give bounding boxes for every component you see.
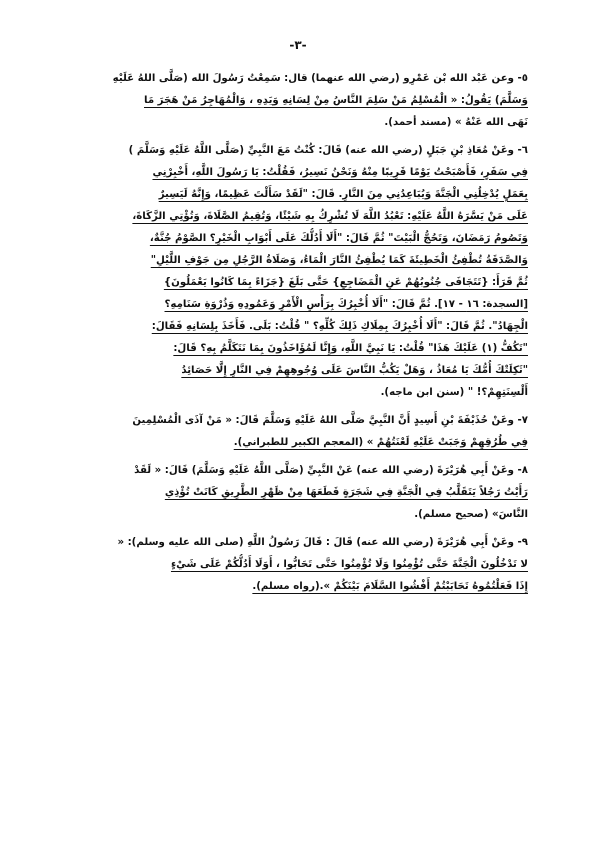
text-line: فِي سَفَرٍ، فَأَصْبَحْتُ يَوْمًا قَرِيبًا مِنْهُ وَنَحْنُ نَسِيرُ، فَقُلْتُ: يَا رَسُولَ اللَّهِ، أَخْبِرْنِي xyxy=(152,167,528,178)
text-line: [السجدة: ١٦ - ١٧]. ثُمَّ قَالَ: "أَلَا أُخْبِرُكَ بِرَأْسِ الْأَمْرِ وَعَمُودِهِ وَذُرْوَةِ سَنَامِهِ؟ xyxy=(164,299,528,310)
text-line: ٥- وعن عَبْد الله بْن عَمْرِو (رضي الله عنهما) قال: سَمِعْتُ رَسُولَ الله (صَلَّى اللهُ عَلَيْهِ xyxy=(112,73,528,84)
hadith-7 xyxy=(72,410,528,454)
text-line: الْجِهَادُ". ثُمَّ قَالَ: "أَلَا أُخْبِرُكَ بِمِلَاكِ ذَلِكَ كُلِّهِ؟ " قُلْتُ: بَلَى. فَأَخَذَ بِلِسَانِهِ فَقَالَ: xyxy=(151,321,528,332)
text-line: وَالصَّدَقَةُ تُطْفِئُ الْخَطِيئَةَ كَمَا يُطْفِئُ النَّارَ الْمَاءُ، وَصَلَاةُ الرَّجُلِ مِن جَوْفِ اللَّيْلِ" xyxy=(150,255,528,266)
text-line: أَلْسِنَتِهِمْ؟! " (سنن ابن ماجه). xyxy=(380,387,528,398)
page-number: -٣- xyxy=(289,38,307,52)
hadith-9 xyxy=(72,532,528,598)
hadith-5 xyxy=(72,68,528,134)
text-line: ٧- وعَنْ حُذَيْفَةَ بْنِ أَسِيدٍ أَنَّ النَّبِيَّ صَلَّى اللهُ عَلَيْهِ وَسَلَّمَ قَالَ: « مَنْ آذَى الْمُسْلِمِينَ xyxy=(132,415,528,426)
text-line: نَهَى الله عَنْهُ » (مسند أحمد). xyxy=(384,117,528,128)
text-line: النَّاسَ» (صحيح مسلم). xyxy=(414,509,528,520)
text-line: "ثَكِلَتْكَ أُمُّكَ يَا مُعَاذُ ، وَهَلْ يَكُبُّ النَّاسَ عَلَى وُجُوهِهِمْ فِي النَّارِ إِلَّا حَصَائِدُ xyxy=(181,365,528,376)
hadith-6 xyxy=(72,140,528,404)
text-line: لا تَدْخُلُونَ الْجَنَّةَ حَتَّى تُؤْمِنُوا وَلَا تُؤْمِنُوا حَتَّى تَحَابُّوا ، أَوَلَا أَدُلُّكُمْ عَلَى شَيْءٍ xyxy=(170,559,528,570)
text-line: ٦- وعَنْ مُعَاذِ بْنِ جَبَلٍ (رضي الله عنه) قَالَ: كُنْتُ مَعَ النَّبِيِّ (صَلَّى اللَّهُ عَلَيْهِ وَسَلَّمَ ) xyxy=(128,145,528,156)
text-line: "تَكُفُّ (١) عَلَيْكَ هَذَا" قُلْتُ: يَا نَبِيَّ اللَّهِ، وَإِنَّا لَمُؤَاخَذُونَ بِمَا نَتَكَلَّمُ بِهِ؟ قَالَ: xyxy=(173,343,528,354)
text-line: عَلَى مَنْ يَسَّرَهُ اللَّهُ عَلَيْهِ: تَعْبُدُ اللَّهَ لَا تُشْرِكُ بِهِ شَيْئًا، وَتُقِيمُ الصَّلَاةَ، وَتُؤْتِي الزَّكَاةَ، xyxy=(132,211,528,222)
text-line: بِعَمَلٍ يُدْخِلُنِي الْجَنَّةَ وَيُبَاعِدُنِي مِنَ النَّارِ. قَالَ: "لَقَدْ سَأَلْتَ عَظِيمًا، وَإِنَّهُ لَيَسِيرٌ xyxy=(158,189,528,200)
text-line: وَتَصُومُ رَمَضَانَ، وَتَحُجُّ الْبَيْتَ" ثُمَّ قَالَ: "أَلَا أَدُلُّكَ عَلَى أَبْوَابِ الْخَيْرِ؟ الصَّوْمُ جُنَّةٌ، xyxy=(149,233,528,244)
text-line: وَسَلَّمَ) يَقُولُ: « الْمُسْلِمُ مَنْ سَلِمَ النَّاسُ مِنْ لِسَانِهِ وَيَدِهِ ، وَالْمُهَاجِرُ مَنْ هَجَرَ مَا xyxy=(144,95,528,106)
text-line: ٨- وعَنْ أَبِي هُرَيْرَةَ (رضي الله عنه) عَنْ النَّبِيِّ (صَلَّى اللَّهُ عَلَيْهِ وَسَلَّمَ) قَالَ: « لَقَدْ xyxy=(134,465,528,476)
text-line: ٩- وعَنْ أَبِي هُرَيْرَةَ (رضي الله عنه) قَالَ : قَالَ رَسُولُ اللَّهِ (صلى الله عليه وسلم): « xyxy=(117,537,528,548)
text-line: ثُمَّ قَرَأَ: {تَتَجَافَى جُنُوبُهُمْ عَنِ الْمَضَاجِعِ} حَتَّى بَلَغَ {جَزَاءً بِمَا كَانُوا يَعْمَلُونَ} xyxy=(163,277,528,288)
text-line: فِي طُرُقِهِمْ وَجَبَتْ عَلَيْهِ لَعْنَتُهُمْ » (المعجم الكبير للطبراني). xyxy=(233,437,528,448)
hadith-list xyxy=(72,68,528,604)
text-line: إِذَا فَعَلْتُمُوهُ تَحَابَبْتُمْ أَفْشُوا السَّلَامَ بَيْنَكُمْ ».(رواه مسلم). xyxy=(252,581,528,592)
text-line: رَأَيْتُ رَجُلاً يَتَقَلَّبُ فِي الْجَنَّةِ فِي شَجَرَةٍ قَطَعَهَا مِنْ ظَهْرِ الطَّرِيقِ كَانَتْ تُؤْذِي xyxy=(164,487,528,498)
hadith-8 xyxy=(72,460,528,526)
